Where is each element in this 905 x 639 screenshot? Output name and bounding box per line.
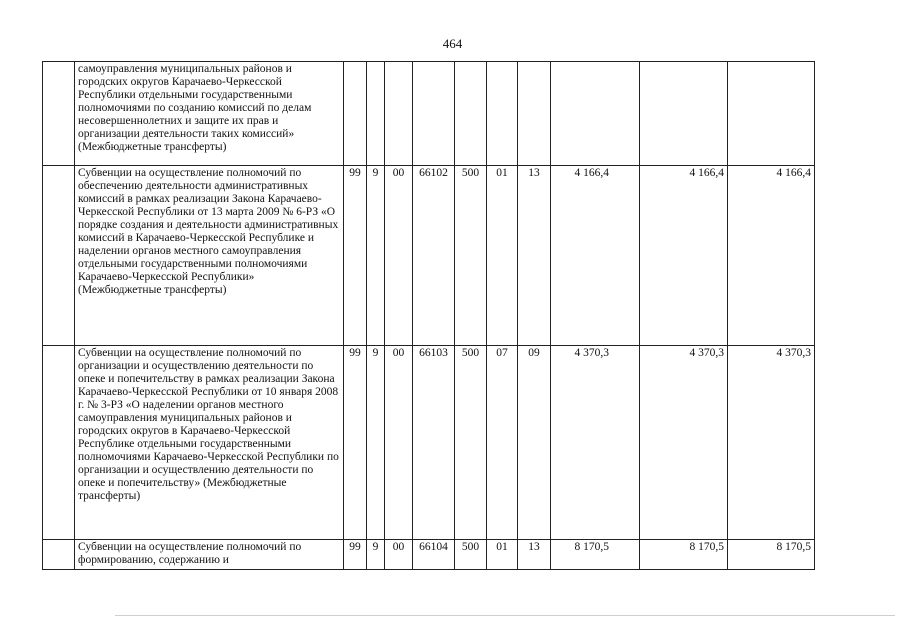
amount-cell — [728, 62, 815, 166]
code-cell — [344, 62, 367, 166]
amount-cell: 8 170,5 — [640, 540, 728, 570]
code-cell — [487, 62, 518, 166]
code-cell: 00 — [385, 346, 413, 540]
code-cell: 9 — [367, 540, 385, 570]
code-cell: 00 — [385, 166, 413, 346]
page-number: 464 — [442, 36, 463, 51]
amount-cell: 4 370,3 — [640, 346, 728, 540]
code-cell: 00 — [385, 540, 413, 570]
code-cell — [367, 62, 385, 166]
code-cell — [385, 62, 413, 166]
row-description: Субвенции на осуществление полномочий по организации и осуществлению деятельности по опеке и попечительству в рамках реализации Закона Карачаево-Черкесской Республики от 10 января 2008 г. № 3-РЗ «О наделении органов местного самоуправления муниципальных районов и городских округов в Карачаево-Черкесской Республике отдельными государственными полномочиями Карачаево-Черкесской Республики по организации и осуществлению деятельности по опеке и попечительству» (Межбюджетные трансферты) — [75, 346, 344, 540]
code-cell — [518, 62, 551, 166]
code-cell — [413, 62, 455, 166]
code-cell: 13 — [518, 540, 551, 570]
page-bottom-divider — [115, 615, 895, 616]
table-row — [43, 346, 815, 540]
amount-cell — [551, 62, 640, 166]
amount-cell: 8 170,5 — [551, 540, 640, 570]
row-index-cell — [43, 166, 75, 346]
code-cell: 500 — [455, 540, 487, 570]
code-cell — [455, 62, 487, 166]
code-cell: 66103 — [413, 346, 455, 540]
amount-cell: 4 370,3 — [728, 346, 815, 540]
amount-cell: 4 370,3 — [551, 346, 640, 540]
code-cell: 9 — [367, 346, 385, 540]
code-cell: 09 — [518, 346, 551, 540]
amount-cell: 4 166,4 — [728, 166, 815, 346]
table-row — [43, 62, 815, 166]
code-cell: 01 — [487, 540, 518, 570]
code-cell: 99 — [344, 540, 367, 570]
code-cell: 66102 — [413, 166, 455, 346]
table-row — [43, 540, 815, 570]
amount-cell: 4 166,4 — [640, 166, 728, 346]
code-cell: 99 — [344, 166, 367, 346]
code-cell: 9 — [367, 166, 385, 346]
table-row — [43, 166, 815, 346]
amount-cell: 4 166,4 — [551, 166, 640, 346]
row-description: Субвенции на осуществление полномочий по формированию, содержанию и — [75, 540, 344, 570]
row-index-cell — [43, 62, 75, 166]
budget-table — [42, 61, 815, 570]
row-index-cell — [43, 346, 75, 540]
row-description: самоуправления муниципальных районов и городских округов Карачаево-Черкесской Республики отдельными государственными полномочиями по созданию комиссий по делам несовершеннолетних и защите их прав и организации деятельности таких комиссий» (Межбюджетные трансферты) — [75, 62, 344, 166]
code-cell: 500 — [455, 346, 487, 540]
code-cell: 500 — [455, 166, 487, 346]
code-cell: 01 — [487, 166, 518, 346]
code-cell: 07 — [487, 346, 518, 540]
code-cell: 66104 — [413, 540, 455, 570]
amount-cell: 8 170,5 — [728, 540, 815, 570]
row-index-cell — [43, 540, 75, 570]
code-cell: 13 — [518, 166, 551, 346]
amount-cell — [640, 62, 728, 166]
row-description: Субвенции на осуществление полномочий по обеспечению деятельности административных комиссий в рамках реализации Закона Карачаево-Черкесской Республики от 13 марта 2009 № 6-РЗ «О порядке создания и деятельности административных комиссий в Карачаево-Черкесской Республике и наделении органов местного самоуправления отдельными государственными полномочиями Карачаево-Черкесской Республики» (Межбюджетные трансферты) — [75, 166, 344, 346]
code-cell: 99 — [344, 346, 367, 540]
